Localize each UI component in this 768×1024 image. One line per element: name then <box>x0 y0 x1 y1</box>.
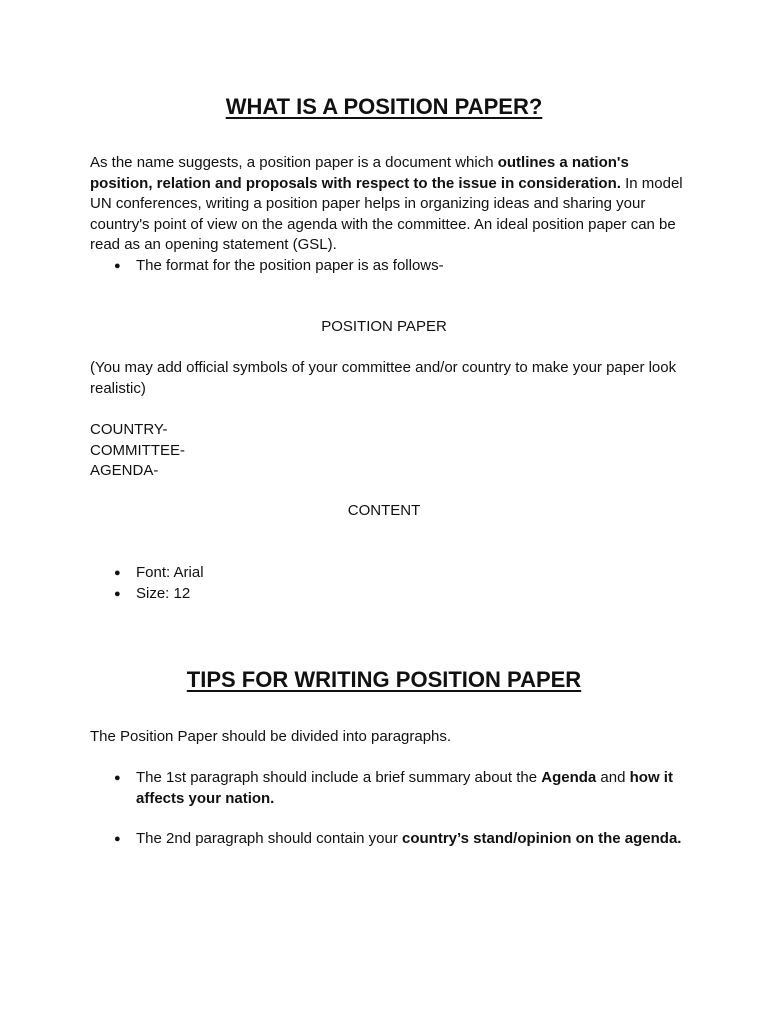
format-bullet-list <box>90 256 690 277</box>
bullet-icon: ● <box>114 567 121 579</box>
font-bullet-list <box>90 563 690 604</box>
template-committee: COMMITTEE- <box>90 441 185 459</box>
template-agenda: AGENDA- <box>90 462 159 479</box>
tip2-list <box>90 829 690 850</box>
size-bullet-text: Size: 12 <box>136 584 191 602</box>
template-content: CONTENT <box>347 502 421 519</box>
bullet-icon: ● <box>114 260 121 272</box>
heading-tips: TIPS FOR WRITING POSITION PAPER <box>186 667 582 692</box>
tip1-bold-2: how it affects your nation. <box>136 769 673 807</box>
tips-intro: The Position Paper should be divided into paragraphs. <box>90 728 452 745</box>
tip1-text-2: and <box>596 769 630 786</box>
template-country: COUNTRY- <box>90 421 168 438</box>
tip2-text-1: The 2nd paragraph should contain your <box>136 830 403 847</box>
intro-paragraph <box>90 153 690 256</box>
intro-text-1: As the name suggests, a position paper is a document which <box>90 154 498 171</box>
intro-text-2: In model UN conferences, writing a position paper helps in organizing ideas and sharing your country's point of view on the agenda with the committee. An ideal position paper can be read as an opening statement (GSL). <box>90 174 683 253</box>
font-bullet-text: Font: Arial <box>136 564 204 581</box>
bullet-icon: ● <box>114 587 121 600</box>
template-note: (You may add official symbols of your committee and/or country to make your paper look realistic) <box>90 359 677 397</box>
intro-bold: outlines a nation's position, relation and proposals with respect to the issue in consideration. <box>90 154 629 192</box>
tip1-bold-1: Agenda <box>541 769 597 786</box>
bullet-icon: ● <box>114 833 121 845</box>
list-item <box>90 584 690 605</box>
tip1-list <box>90 768 690 809</box>
template-title: POSITION PAPER <box>321 318 447 335</box>
bullet-icon: ● <box>114 772 121 784</box>
tip1-text-1: The 1st paragraph should include a brief summary about the <box>136 769 542 786</box>
list-item <box>90 829 690 850</box>
list-item <box>90 563 690 584</box>
tip2-bold-1: country’s stand/opinion on the agenda. <box>402 830 682 847</box>
heading-what-is-position-paper: WHAT IS A POSITION PAPER? <box>225 94 543 119</box>
format-bullet-text: The format for the position paper is as follows- <box>136 257 444 274</box>
list-item <box>90 256 690 277</box>
list-item <box>90 768 690 809</box>
